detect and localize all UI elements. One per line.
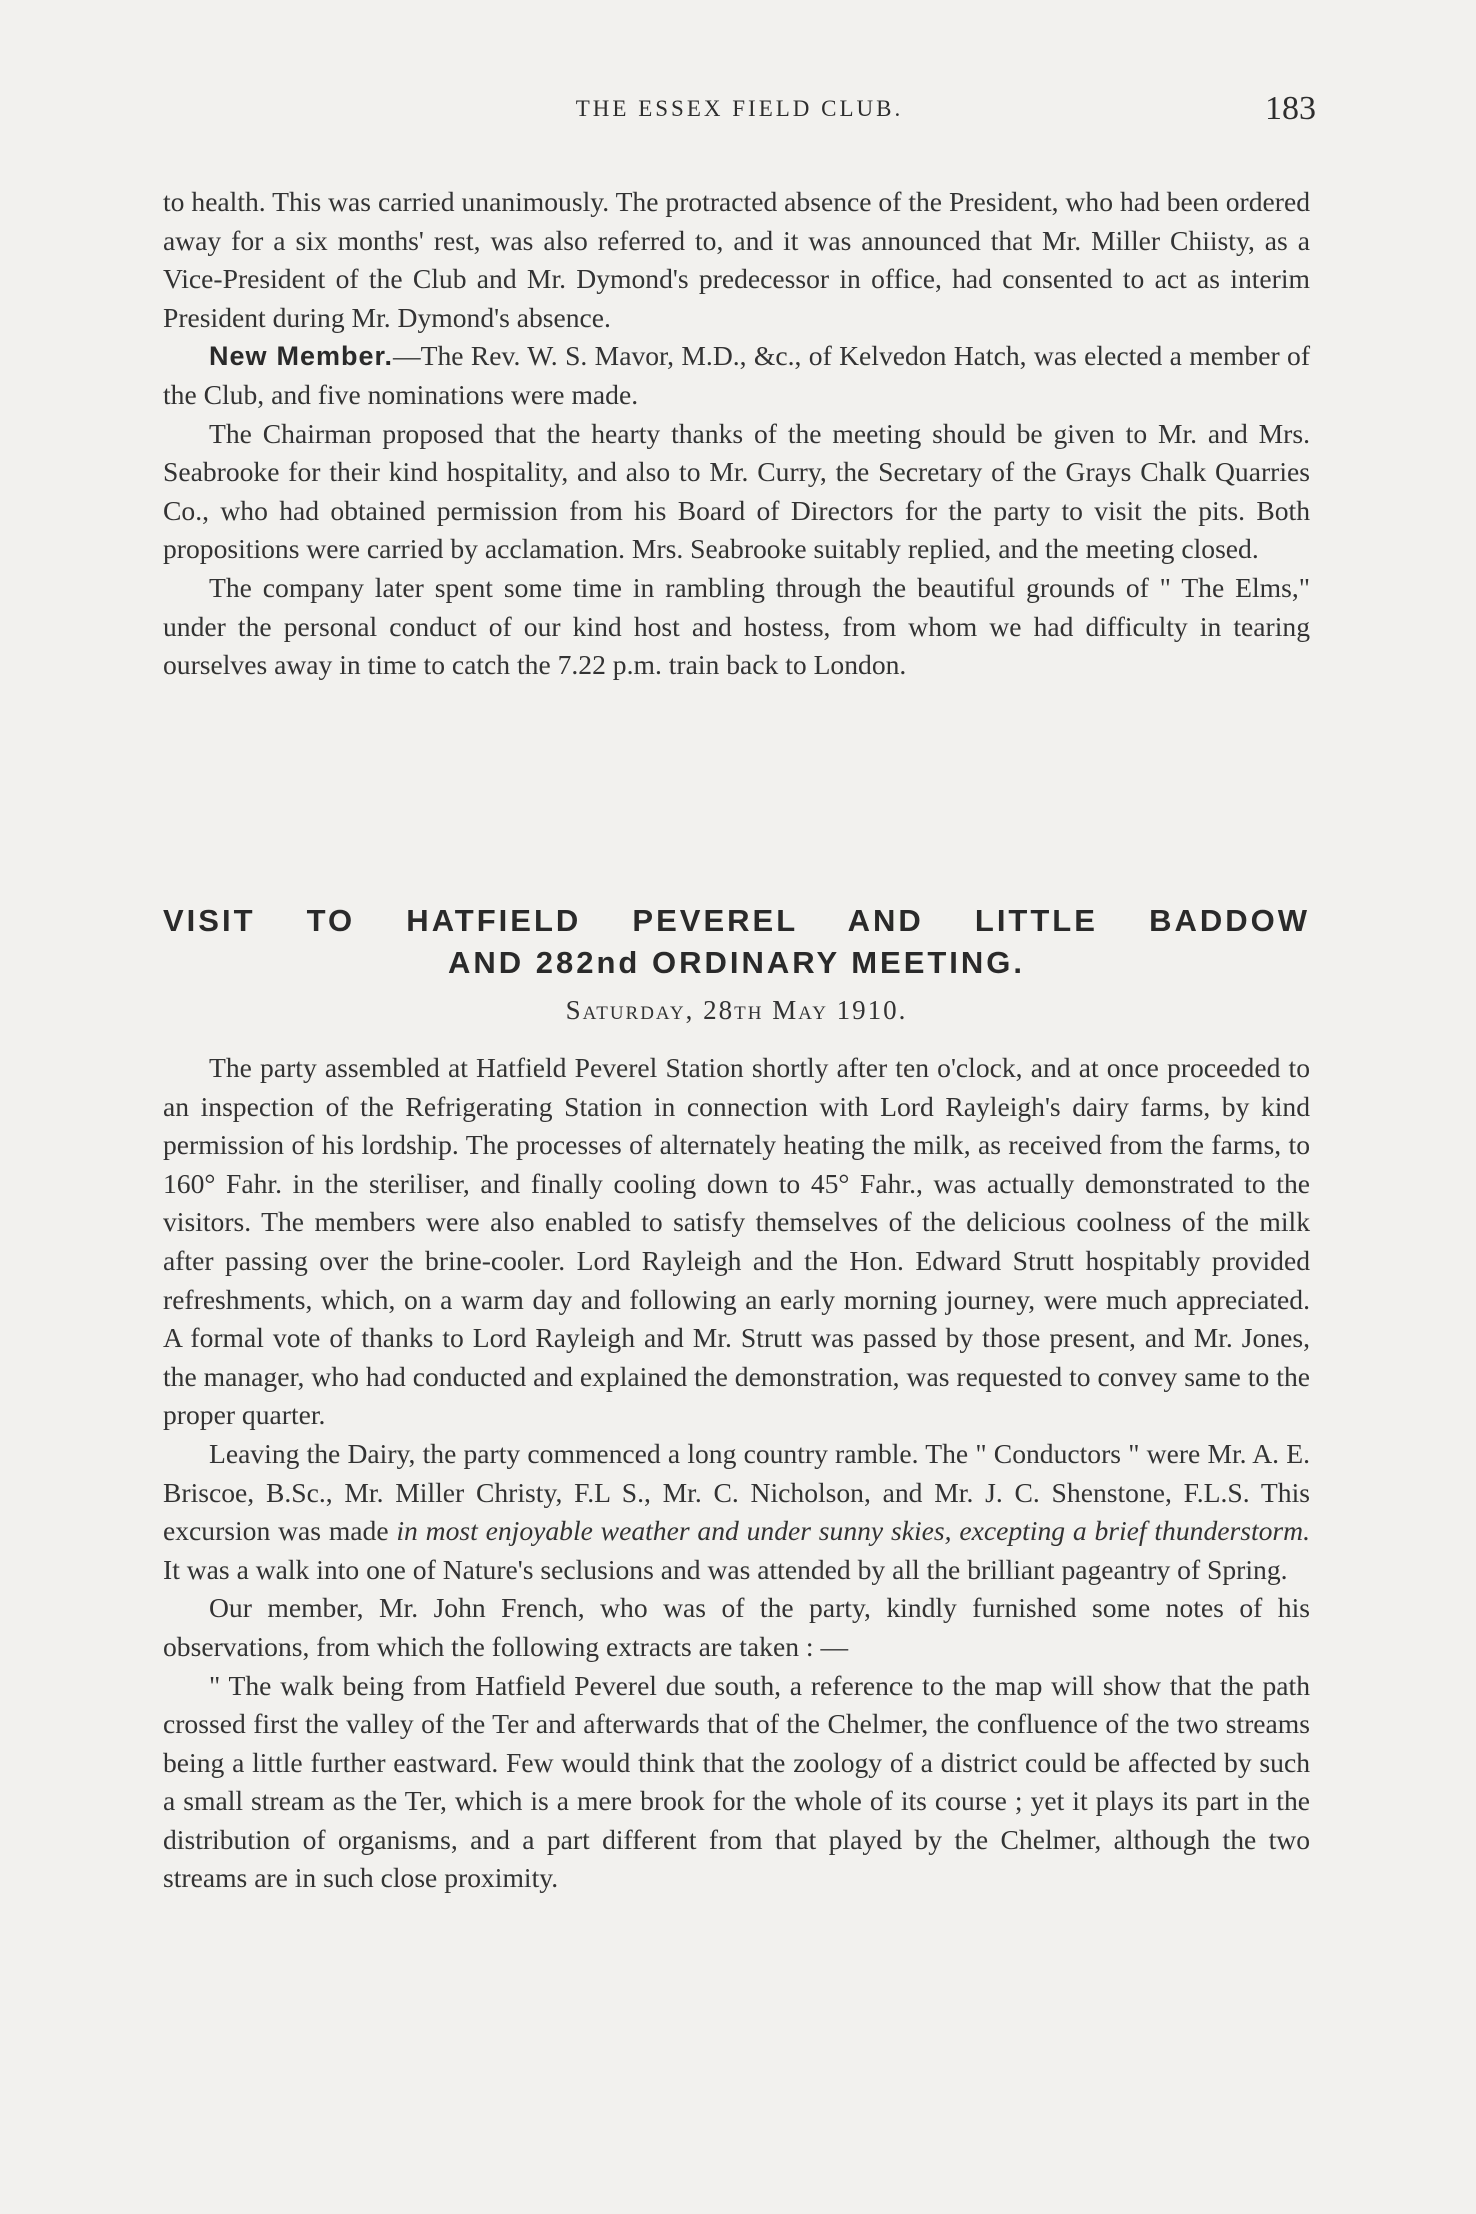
section-heading (163, 900, 1310, 984)
running-title: THE ESSEX FIELD CLUB. (575, 96, 904, 121)
running-head (163, 90, 1316, 136)
paragraph-company-ramble: The company later spent some time in rambling through the beautiful grounds of " The Elms," under the personal conduct of our kind host and hostess, from whom we had difficulty in tearing ourselves away in time to catch the 7.22 p.m. train back to London. (163, 571, 1310, 681)
section-heading-line-1: VISIT TO HATFIELD PEVEREL AND LITTLE BADDOW (163, 903, 1310, 938)
paragraph-country-ramble (163, 1435, 1310, 1589)
meeting-date: Saturday, 28th May 1910. (565, 995, 908, 1025)
new-member-lead: New Member. (209, 341, 394, 372)
paragraph-refrigerating-station: The party assembled at Hatfield Peverel Station shortly after ten o'clock, and at once proceeded to an inspection of the Refrigerating Station in connection with Lord Rayleigh's dairy farms, by kind permission of his lordship. The processes of alternately heating the milk, as received from the farms, to 160° Fahr. in the steriliser, and finally cooling down to 45° Fahr., was actually demonstrated to the visitors. The members were also enabled to satisfy themselves of the delicious coolness of the milk after passing over the brine-cooler. Lord Rayleigh and the Hon. Edward Strutt hospitably provided refreshments, which, on a warm day and following an early morning journey, were much appreciated. A formal vote of thanks to Lord Rayleigh and Mr. Strutt was passed by those present, and Mr. Jones, the manager, who had conducted and explained the demonstration, was requested to convey same to the proper quarter. (163, 1052, 1310, 1431)
main-text-block (163, 1049, 1310, 1898)
paragraph-john-french-notes: Our member, Mr. John French, who was of the party, kindly furnished some notes of his observations, from which the following extracts are taken : — (163, 1592, 1310, 1662)
ramble-text-italic: in most enjoyable weather and under sunny skies, excepting a brief thunderstorm. (396, 1515, 1310, 1547)
paragraph-chairman-thanks: The Chairman proposed that the hearty thanks of the meeting should be given to Mr. and Mrs. Seabrooke for their kind hospitality, and also to Mr. Curry, the Secretary of the Grays Chalk Quarries Co., who had obtained permission from his Board of Directors for the party to visit the pits. Both propositions were carried by acclamation. Mrs. Seabrooke suitably replied, and the meeting closed. (163, 417, 1310, 565)
ramble-text-c: It was a walk into one of Nature's seclusions and was attended by all the brilliant pageantry of Spring. (163, 1553, 1288, 1585)
paragraph-walk-quote: " The walk being from Hatfield Peverel due south, a reference to the map will show that the path crossed first the valley of the Ter and afterwards that of the Chelmer, the confluence of the two streams being a little further eastward. Few would think that the zoology of a district could be affected by such a small stream as the Ter, which is a mere brook for the whole of its course ; yet it plays its part in the distribution of organisms, and a part different from that played by the Chelmer, although the two streams are in such close proximity. (163, 1669, 1310, 1894)
paragraph-new-member (163, 337, 1310, 414)
new-member-text: —The Rev. W. S. Mavor, M.D., &c., of Kelvedon Hatch, was elected a member of the Club, and five nominations were made. (163, 340, 1311, 410)
paragraph-health-motion: to health. This was carried unanimously. The protracted absence of the President, who had been ordered away for a six months' rest, was also referred to, and it was announced that Mr. Miller Chiisty, as a Vice-President of the Club and Mr. Dymond's predecessor in office, had consented to act as interim President during Mr. Dymond's absence. (163, 186, 1310, 333)
top-text-block (163, 183, 1310, 685)
ramble-text-a: Leaving the Dairy, the party commenced a long country ramble. The " Conductors " were Mr. A. E. Briscoe, B.Sc., Mr. Miller Christy, F.L S., Mr. C. Nicholson, and Mr. J. C. Shenstone, F.L.S. This excursion was made (163, 1437, 1310, 1547)
section-heading-line-2: AND 282nd ORDINARY MEETING. (447, 945, 1026, 980)
page-number: 183 (1265, 90, 1316, 127)
